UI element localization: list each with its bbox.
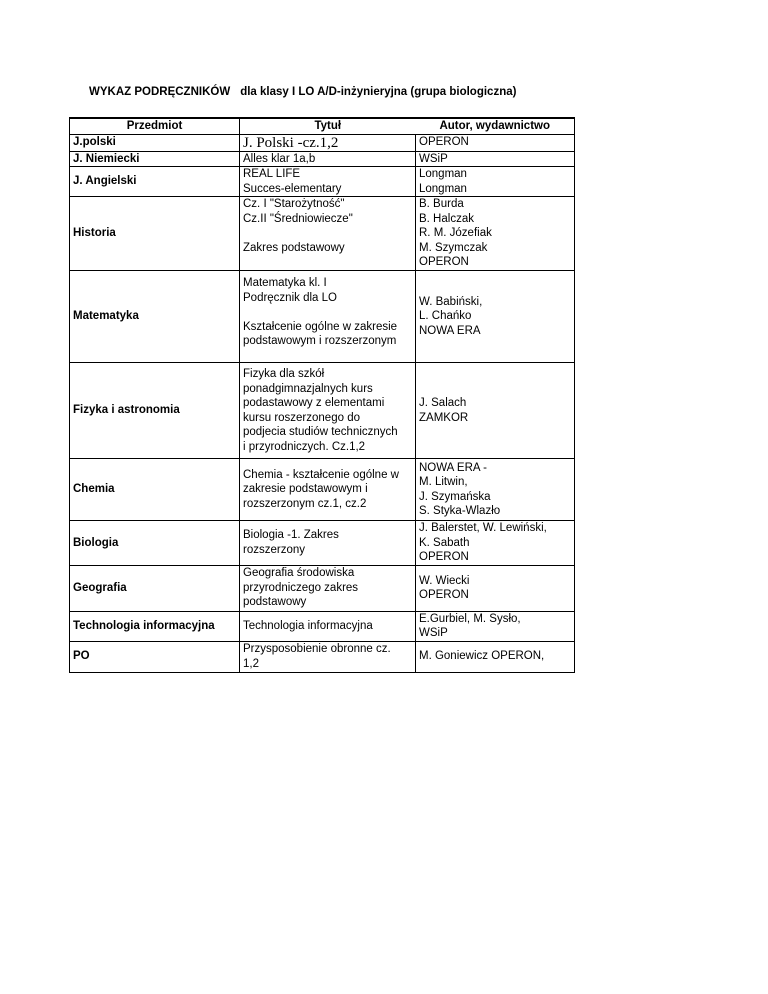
title-main: WYKAZ PODRĘCZNIKÓW [89, 86, 231, 98]
document-title [89, 86, 516, 98]
author-cell: WSiP [416, 151, 575, 167]
title-cell: Biologia -1. Zakres rozszerzony [240, 521, 416, 566]
subject-cell: Chemia [70, 459, 240, 521]
author-cell: W. Babiński, L. Chańko NOWA ERA [416, 271, 575, 363]
table-row [70, 565, 575, 611]
header-title: Tytuł [240, 118, 416, 134]
table-row [70, 151, 575, 167]
title-cell: REAL LIFE Succes-elementary [240, 167, 416, 197]
title-cell: Alles klar 1a,b [240, 151, 416, 167]
author-cell: NOWA ERA - M. Litwin, J. Szymańska S. Styka-Wlazło [416, 459, 575, 521]
title-cell: Przysposobienie obronne cz. 1,2 [240, 641, 416, 672]
header-row [70, 118, 575, 134]
table-row [70, 363, 575, 459]
author-cell: W. Wiecki OPERON [416, 565, 575, 611]
author-cell: B. Burda B. Halczak R. M. Józefiak M. Szymczak OPERON [416, 197, 575, 271]
subject-cell: Matematyka [70, 271, 240, 363]
table-row [70, 641, 575, 672]
title-cell: Fizyka dla szkół ponadgimnazjalnych kurs podastawowy z elementami kursu roszerzonego do podjecia studiów technicznych i przyrodniczych. Cz.1,2 [240, 363, 416, 459]
title-cell: Chemia - kształcenie ogólne w zakresie podstawowym i rozszerzonym cz.1, cz.2 [240, 459, 416, 521]
table-row [70, 197, 575, 271]
title-sub: dla klasy I LO A/D-inżynieryjna (grupa biologiczna) [240, 86, 517, 98]
author-cell: J. Balerstet, W. Lewiński, K. Sabath OPERON [416, 521, 575, 566]
author-cell: J. Salach ZAMKOR [416, 363, 575, 459]
table-row [70, 611, 575, 641]
author-cell: M. Goniewicz OPERON, [416, 641, 575, 672]
subject-cell: J. Niemiecki [70, 151, 240, 167]
table-row [70, 271, 575, 363]
header-subject: Przedmiot [70, 118, 240, 134]
table-row [70, 167, 575, 197]
header-author: Autor, wydawnictwo [416, 118, 575, 134]
table-row [70, 459, 575, 521]
subject-cell: J.polski [70, 134, 240, 151]
subject-cell: J. Angielski [70, 167, 240, 197]
author-cell: OPERON [416, 134, 575, 151]
author-cell: Longman Longman [416, 167, 575, 197]
subject-cell: Historia [70, 197, 240, 271]
title-cell: Cz. I "Starożytność" Cz.II "Średniowiecze" Zakres podstawowy [240, 197, 416, 271]
author-cell: E.Gurbiel, M. Sysło, WSiP [416, 611, 575, 641]
subject-cell: Fizyka i astronomia [70, 363, 240, 459]
subject-cell: Technologia informacyjna [70, 611, 240, 641]
title-cell: Geografia środowiska przyrodniczego zakres podstawowy [240, 565, 416, 611]
title-cell: J. Polski -cz.1,2 [240, 134, 416, 151]
table-row [70, 521, 575, 566]
subject-cell: PO [70, 641, 240, 672]
title-cell: Technologia informacyjna [240, 611, 416, 641]
table-row [70, 134, 575, 151]
title-cell: Matematyka kl. I Podręcznik dla LO Kształcenie ogólne w zakresie podstawowym i rozszerzonym [240, 271, 416, 363]
textbook-table [69, 117, 575, 673]
subject-cell: Geografia [70, 565, 240, 611]
subject-cell: Biologia [70, 521, 240, 566]
